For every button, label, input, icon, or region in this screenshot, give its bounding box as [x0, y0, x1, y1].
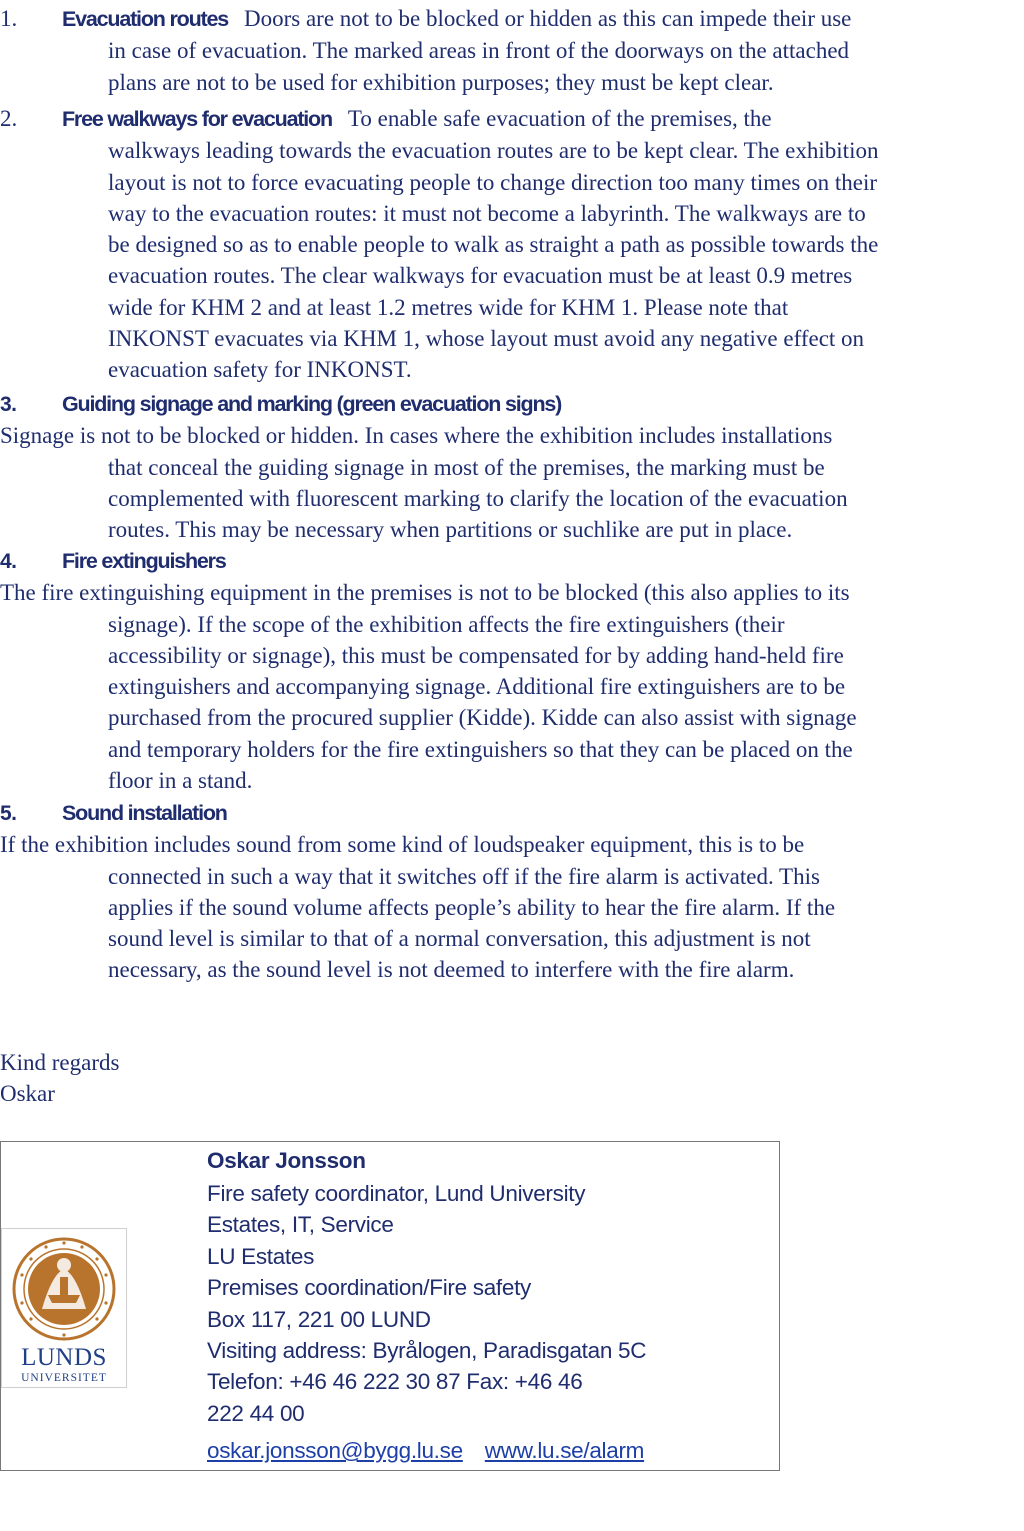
- section-line: wide for KHM 2 and at least 1.2 metres wide for KHM 1. Please note that: [108, 294, 789, 320]
- section-title: Evacuation routes: [62, 7, 228, 31]
- lund-university-logo: [1, 1228, 127, 1388]
- section-title: Sound installation: [62, 801, 227, 825]
- email-signature: [0, 1141, 780, 1471]
- university-seal-icon: [2, 1229, 126, 1387]
- section-fire-extinguishers: [0, 545, 1024, 796]
- section-line: INKONST evacuates via KHM 1, whose layout must avoid any negative effect on: [108, 326, 865, 352]
- section-line: connected in such a way that it switches off if the fire alarm is activated. This: [108, 863, 820, 889]
- logo-wordmark-bottom: UNIVERSITET: [21, 1372, 107, 1384]
- section-line: purchased from the procured supplier (Kidde). Kidde can also assist with signage: [108, 705, 857, 731]
- signature-line: LU Estates: [207, 1243, 315, 1269]
- section-guiding-signage: [0, 388, 1024, 545]
- signature-name: Oskar Jonsson: [207, 1148, 366, 1173]
- section-line: sound level is similar to that of a normal conversation, this adjustment is not: [108, 926, 811, 952]
- closing-name: Oskar: [0, 1081, 55, 1107]
- section-line: accessibility or signage), this must be compensated for by adding hand-held fire: [108, 642, 844, 668]
- section-title: Guiding signage and marking (green evacuation signs): [62, 392, 562, 416]
- section-line: in case of evacuation. The marked areas in front of the doorways on the attached: [108, 38, 850, 64]
- section-line: Doors are not to be blocked or hidden as this can impede their use: [243, 6, 852, 31]
- section-number: 3.: [0, 393, 17, 416]
- section-line: evacuation routes. The clear walkways for evacuation must be at least 0.9 metres: [108, 263, 853, 289]
- signature-line: Telefon: +46 46 222 30 87 Fax: +46 46: [207, 1369, 583, 1395]
- section-line: If the exhibition includes sound from some kind of loudspeaker equipment, this is to be: [0, 832, 805, 858]
- signature-line: Visiting address: Byrålogen, Paradisgatan 5C: [207, 1338, 647, 1364]
- section-number: 4.: [0, 550, 17, 573]
- email-link[interactable]: oskar.jonsson@bygg.lu.se: [207, 1438, 463, 1464]
- section-line: and temporary holders for the fire extinguishers so that they can be placed on the: [108, 736, 853, 762]
- section-free-walkways: [0, 103, 1024, 386]
- section-line: way to the evacuation routes: it must not become a labyrinth. The walkways are to: [108, 200, 866, 226]
- section-line: To enable safe evacuation of the premises, the: [347, 106, 772, 131]
- section-evacuation-routes: [0, 3, 1024, 98]
- section-line: Signage is not to be blocked or hidden. In cases where the exhibition includes installations: [0, 423, 833, 449]
- section-line: be designed so as to enable people to walk as straight a path as possible towards the: [108, 232, 879, 258]
- signature-line: Fire safety coordinator, Lund University: [207, 1181, 586, 1206]
- section-line: applies if the sound volume affects people’s ability to hear the fire alarm. If the: [108, 894, 836, 920]
- section-line: plans are not to be used for exhibition purposes; they must be kept clear.: [108, 69, 774, 95]
- section-line: layout is not to force evacuating people to change direction too many times on their: [108, 169, 877, 195]
- section-line: The fire extinguishing equipment in the premises is not to be blocked (this also applies to its: [0, 580, 850, 606]
- section-sound-installation: [0, 797, 1024, 986]
- section-line: floor in a stand.: [108, 768, 253, 794]
- section-line: necessary, as the sound level is not deemed to interfere with the fire alarm.: [108, 957, 795, 983]
- section-line: extinguishers and accompanying signage. Additional fire extinguishers are to be: [108, 674, 846, 700]
- section-number: 2.: [0, 106, 18, 131]
- section-line: walkways leading towards the evacuation routes are to be kept clear. The exhibition: [108, 138, 879, 164]
- signature-details: [207, 1146, 767, 1467]
- signature-links: [207, 1435, 767, 1466]
- signature-line: 222 44 00: [207, 1400, 305, 1426]
- signature-line: Premises coordination/Fire safety: [207, 1275, 531, 1301]
- signature-line: Box 117, 221 00 LUND: [207, 1306, 431, 1332]
- section-line: complemented with fluorescent marking to clarify the location of the evacuation: [108, 485, 848, 511]
- closing: [0, 1047, 119, 1110]
- signature-line: Estates, IT, Service: [207, 1212, 394, 1238]
- closing-greeting: Kind regards: [0, 1050, 120, 1075]
- section-line: evacuation safety for INKONST.: [108, 357, 412, 383]
- website-link[interactable]: www.lu.se/alarm: [484, 1438, 645, 1464]
- logo-wordmark-top: LUNDS: [21, 1344, 107, 1371]
- section-line: that conceal the guiding signage in most of the premises, the marking must be: [108, 454, 825, 480]
- section-title: Fire extinguishers: [62, 549, 226, 573]
- section-line: routes. This may be necessary when partitions or suchlike are put in place.: [108, 517, 793, 543]
- section-line: signage). If the scope of the exhibition affects the fire extinguishers (their: [108, 611, 785, 637]
- section-number: 1.: [0, 6, 18, 31]
- section-number: 5.: [0, 802, 17, 825]
- section-title: Free walkways for evacuation: [62, 107, 332, 131]
